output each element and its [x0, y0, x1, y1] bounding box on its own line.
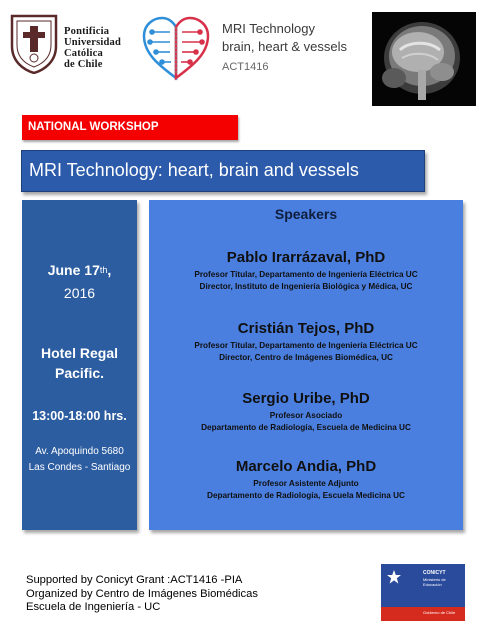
speaker-name: Marcelo Andia, PhD [235, 458, 377, 475]
puc-line: de Chile [64, 59, 103, 70]
speaker-affiliation: Director, Centro de Imágenes Biomédica, UC [219, 353, 393, 362]
speaker-name: Pablo Irarrázaval, PhD [226, 249, 386, 266]
conicyt-sub-line1: Ministerio de [423, 577, 446, 582]
star-icon [387, 570, 401, 584]
event-date-main: June 17 [47, 262, 100, 278]
speakers-heading: Speakers [274, 206, 338, 222]
footer-organizer: Organized by Centro de Imágenes Biomédicas [26, 587, 258, 600]
speaker-name: Cristián Tejos, PhD [237, 320, 375, 337]
conicyt-subtitle [423, 577, 446, 587]
conicyt-logo [381, 564, 465, 621]
address-line1: Av. Apoquindo 5680 [35, 446, 124, 457]
event-address [22, 444, 137, 476]
speaker-title: Profesor Asociado [269, 411, 343, 420]
venue-line1: Hotel Regal [40, 345, 118, 361]
act-project-title [222, 20, 372, 75]
puc-line: Pontificia [64, 26, 110, 37]
speaker-affiliation: Director, Instituto de Ingeniería Biológica y Médica, UC [199, 282, 413, 291]
footer-support: Supported by Conicyt Grant :ACT1416 -PIA [26, 574, 243, 586]
event-year: 2016 [63, 285, 96, 301]
puc-line: Universidad [64, 37, 122, 48]
speaker-name: Sergio Uribe, PhD [242, 390, 370, 407]
brain-mri-image [372, 12, 476, 106]
puc-seal-logo [8, 12, 60, 74]
national-workshop-banner: NATIONAL WORKSHOP [22, 115, 238, 140]
puc-name [64, 26, 144, 70]
event-hours: 13:00-18:00 hrs. [32, 409, 127, 423]
event-date-suffix: th [99, 265, 108, 275]
speaker-affiliation: Departamento de Radiología, Escuela de Medicina UC [201, 423, 411, 432]
footer-school: Escuela de Ingeniería - UC [26, 601, 161, 613]
workshop-title-bar [21, 150, 425, 192]
conicyt-sub-line2: Educación [423, 582, 442, 587]
event-date [22, 262, 137, 278]
conicyt-gov-text: Gobierno de Chile [423, 610, 456, 615]
address-line2: Las Condes - Santiago [28, 462, 131, 473]
speaker-title: Profesor Asistente Adjunto [253, 479, 359, 488]
speakers-panel [149, 200, 463, 530]
act-code: ACT1416 [222, 61, 269, 73]
speaker-affiliation: Departamento de Radiología, Escuela Medicina UC [207, 491, 405, 500]
footer-credits [26, 574, 326, 615]
workshop-title: MRI Technology: heart, brain and vessels [29, 160, 359, 180]
event-info-panel [22, 200, 137, 530]
heart-brain-circuit-logo [140, 14, 212, 84]
event-venue [22, 343, 137, 383]
speaker-title: Profesor Titular, Departamento de Ingeniería Eléctrica UC [194, 270, 418, 279]
act-title-line2: brain, heart & vessels [222, 39, 348, 54]
event-date-comma: , [107, 262, 112, 278]
act-title-line1: MRI Technology [222, 21, 315, 36]
speaker-title: Profesor Titular, Departamento de Ingeniería Eléctrica UC [194, 341, 418, 350]
conicyt-name: CONICYT [423, 570, 446, 576]
venue-line2: Pacific. [54, 365, 105, 381]
puc-line: Católica [64, 48, 103, 59]
